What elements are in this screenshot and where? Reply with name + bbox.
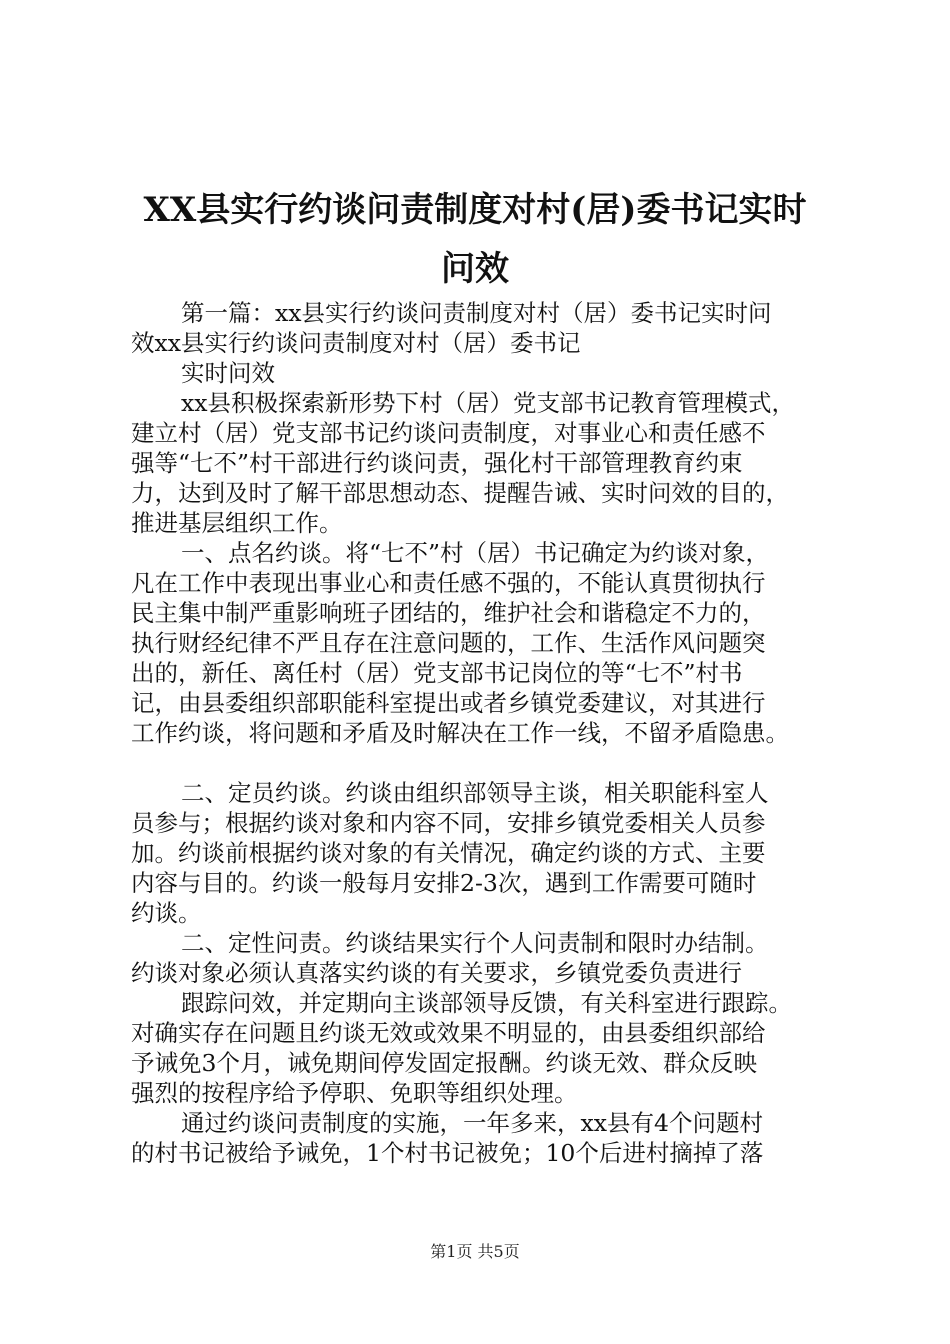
- paragraph-line: 内容与目的。约谈一般每月安排2-3次，遇到工作需要可随时: [131, 869, 757, 897]
- paragraph-line: 加。约谈前根据约谈对象的有关情况，确定约谈的方式、主要: [131, 839, 766, 867]
- paragraph-line: 予诫免3个月，诫免期间停发固定报酬。约谈无效、群众反映: [131, 1049, 757, 1077]
- paragraph-line: 记，由县委组织部职能科室提出或者乡镇党委建议，对其进行: [131, 689, 766, 717]
- paragraph-line: xx县积极探索新形势下村（居）党支部书记教育管理模式，: [181, 389, 796, 417]
- paragraph-line: 效xx县实行约谈问责制度对村（居）委书记: [131, 329, 581, 357]
- blank-line: [131, 748, 841, 778]
- paragraph-line: 约谈对象必须认真落实约谈的有关要求，乡镇党委负责进行: [131, 959, 742, 987]
- paragraph-line: 二、定性问责。约谈结果实行个人问责制和限时办结制。: [181, 929, 769, 957]
- paragraph-line: 的村书记被给予诫免，1个村书记被免；10个后进村摘掉了落: [131, 1139, 764, 1167]
- paragraph-line: 一、点名约谈。将“七不”村（居）书记确定为约谈对象，: [181, 539, 770, 567]
- page-footer: 第1页 共5页: [430, 1242, 520, 1261]
- paragraph-line: 跟踪问效，并定期向主谈部领导反馈，有关科室进行跟踪。: [181, 989, 792, 1017]
- paragraph-line: 实时问效: [181, 359, 275, 387]
- document-title-line-2: 问效: [441, 249, 509, 289]
- document-body: [131, 298, 841, 1168]
- paragraph-line: 工作约谈，将问题和矛盾及时解决在工作一线，不留矛盾隐患。: [131, 719, 789, 747]
- paragraph-line: 出的，新任、离任村（居）党支部书记岗位的等“七不”村书: [131, 659, 743, 687]
- paragraph-line: 强等“七不”村干部进行约谈问责，强化村干部管理教育约束: [131, 449, 743, 477]
- paragraph-line: 对确实存在问题且约谈无效或效果不明显的，由县委组织部给: [131, 1019, 766, 1047]
- paragraph-line: 员参与；根据约谈对象和内容不同，安排乡镇党委相关人员参: [131, 809, 766, 837]
- paragraph-line: 二、定员约谈。约谈由组织部领导主谈，相关职能科室人: [181, 779, 769, 807]
- document-title-line-1: XX县实行约谈问责制度对村(居)委书记实时: [143, 190, 807, 230]
- paragraph-line: 凡在工作中表现出事业心和责任感不强的，不能认真贯彻执行: [131, 569, 766, 597]
- paragraph-line: 第一篇：xx县实行约谈问责制度对村（居）委书记实时问: [181, 299, 772, 327]
- paragraph-line: 执行财经纪律不严且存在注意问题的，工作、生活作风问题突: [131, 629, 766, 657]
- paragraph-line: 强烈的按程序给予停职、免职等组织处理。: [131, 1079, 578, 1107]
- paragraph-line: 推进基层组织工作。: [131, 509, 343, 537]
- paragraph-line: 建立村（居）党支部书记约谈问责制度，对事业心和责任感不: [131, 419, 766, 447]
- paragraph-line: 约谈。: [131, 899, 202, 927]
- paragraph-line: 力，达到及时了解干部思想动态、提醒告诫、实时问效的目的，: [131, 479, 789, 507]
- paragraph-line: 通过约谈问责制度的实施，一年多来，xx县有4个问题村: [181, 1109, 763, 1137]
- paragraph-line: 民主集中制严重影响班子团结的，维护社会和谐稳定不力的，: [131, 599, 766, 627]
